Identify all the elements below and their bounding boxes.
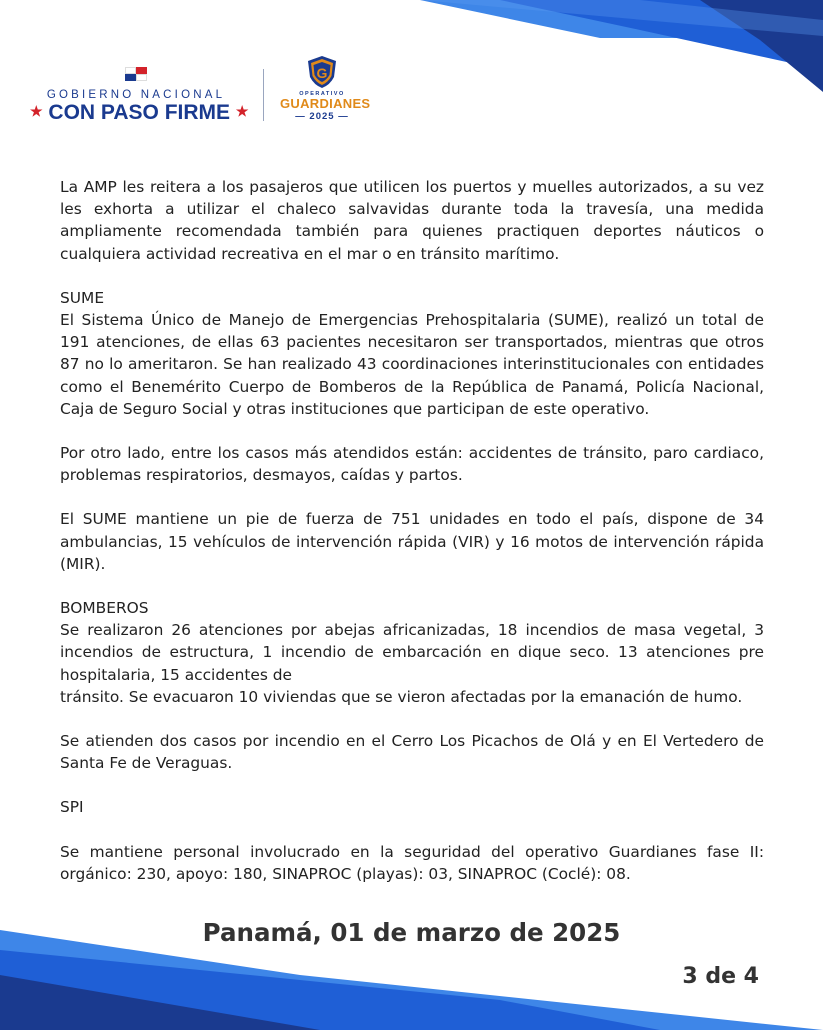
gobierno-nacional-logo — [30, 67, 249, 125]
guardianes-text: GUARDIANES — [280, 96, 371, 111]
paragraph-bomberos-2: tránsito. Se evacuaron 10 viviendas que se vieron afectadas por la emanación de humo. — [60, 687, 743, 706]
heading-bomberos: BOMBEROS — [60, 599, 149, 618]
document-date: Panamá, 01 de marzo de 2025 — [202, 918, 621, 947]
paragraph-amp: La AMP les reitera a los pasajeros que utilicen los puertos y muelles autorizados, a su vez les exhorta a utilizar el chaleco salvavidas durante toda la travesía, una medida ampliamente recomendada también para quienes practiquen deportes náuticos o cualquiera actividad recreativa en el mar o en tránsito marítimo. — [60, 178, 764, 263]
panama-flag-icon — [125, 67, 147, 81]
heading-spi: SPI — [60, 798, 84, 817]
star-icon: ★ — [30, 103, 43, 119]
slogan: CON PASO FIRME — [48, 101, 231, 124]
header-logos — [30, 55, 370, 130]
paragraph-bomberos-1: Se realizaron 26 atenciones por abejas africanizadas, 18 incendios de masa vegetal, 3 incendios de estructura, 1 incendio de embarcación en dique seco. 13 atenciones pre hospitalaria, 15 accidentes de — [60, 621, 764, 684]
operativo-guardianes-logo — [280, 55, 371, 122]
con-paso-firme-text — [30, 101, 249, 125]
paragraph-spi: Se mantiene personal involucrado en la seguridad del operativo Guardianes fase II: orgánico: 230, apoyo: 180, SINAPROC (playas): 03, SINAPROC (Coclé): 08. — [60, 842, 764, 883]
paragraph-sume-1: El Sistema Único de Manejo de Emergencias Prehospitalaria (SUME), realizó un total de 191 atenciones, de ellas 63 pacientes necesitaron ser transportados, mientras que otros 87 no lo ameritaron. Se han realizado 43 coordinaciones interinstitucionales con entidades como el Benemérito Cuerpo de Bomberos de la República de Panamá, Policía Nacional, Caja de Seguro Social y otras instituciones que participan de este operativo. — [60, 311, 764, 418]
page-number: 3 de 4 — [682, 964, 759, 989]
year-text: — 2025 — — [295, 111, 349, 122]
shield-icon — [306, 55, 338, 89]
paragraph-sume-3: El SUME mantiene un pie de fuerza de 751 unidades en todo el país, dispone de 34 ambulancias, 15 vehículos de intervención rápida (VIR) y 16 motos de intervención rápida (MIR). — [60, 510, 764, 573]
logo-divider — [263, 69, 264, 121]
document-body — [60, 176, 764, 885]
shield-letter: G — [316, 65, 328, 81]
paragraph-sume-2: Por otro lado, entre los casos más atendidos están: accidentes de tránsito, paro cardiaco, problemas respiratorios, desmayos, caídas y partos. — [60, 444, 764, 485]
heading-sume: SUME — [60, 288, 105, 307]
operativo-text: OPERATIVO — [299, 91, 345, 97]
star-icon: ★ — [235, 103, 249, 119]
paragraph-bomberos-3: Se atienden dos casos por incendio en el Cerro Los Picachos de Olá y en El Vertedero de Santa Fe de Veraguas. — [60, 732, 764, 773]
gobierno-nacional-text: GOBIERNO NACIONAL — [46, 89, 226, 101]
